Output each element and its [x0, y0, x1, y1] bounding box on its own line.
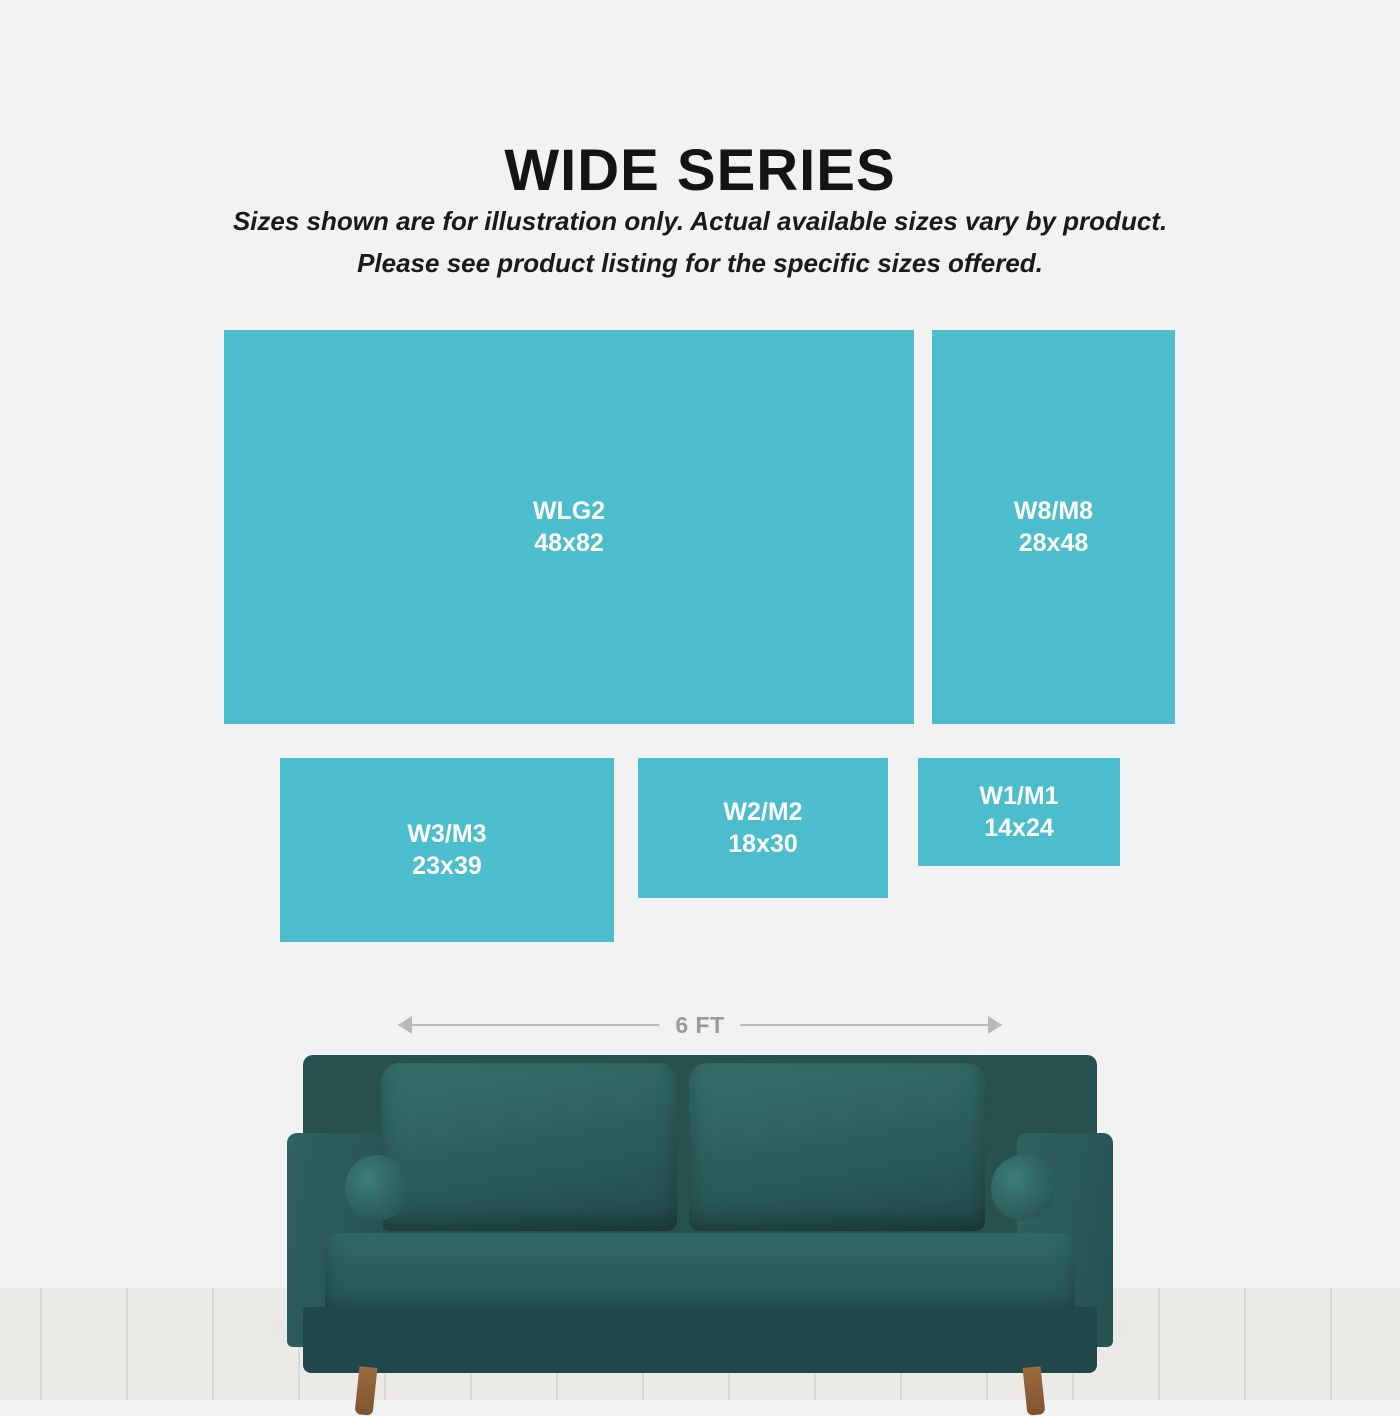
- scale-bar-label: 6 FT: [659, 1008, 740, 1042]
- floor-plank: [126, 1288, 128, 1400]
- size-swatch-code: W3/M3: [407, 820, 487, 848]
- size-swatch-code: W2/M2: [723, 798, 803, 826]
- arrow-right-icon: [988, 1016, 1002, 1034]
- arrow-left-icon: [398, 1016, 412, 1034]
- page-subtitle: [0, 200, 1400, 284]
- subtitle-line-1: Sizes shown are for illustration only. Actual available sizes vary by product.: [232, 206, 1168, 236]
- floor-plank: [1244, 1288, 1246, 1400]
- size-swatch-dimensions: 48x82: [534, 529, 604, 557]
- size-swatch-w2-m2: [638, 758, 888, 898]
- sofa-illustration: [285, 1055, 1115, 1400]
- size-swatch-w3-m3: [280, 758, 614, 942]
- page-title: WIDE SERIES: [504, 137, 896, 203]
- size-swatch-code: W1/M1: [979, 782, 1059, 810]
- size-swatch-dimensions: 23x39: [412, 852, 482, 880]
- size-swatch-dimensions: 14x24: [984, 814, 1054, 842]
- floor-plank: [1158, 1288, 1160, 1400]
- sofa-bolster-left: [345, 1155, 409, 1221]
- size-swatch-dimensions: 18x30: [728, 830, 798, 858]
- sofa-leg-left: [355, 1366, 378, 1416]
- sofa-back-cushion-left: [381, 1063, 677, 1231]
- size-swatch-dimensions: 28x48: [1018, 529, 1089, 557]
- size-swatch-w8-m8: [932, 330, 1175, 724]
- sofa-bolster-right: [991, 1155, 1055, 1221]
- scale-bar: [398, 1008, 1002, 1042]
- floor-plank: [212, 1288, 214, 1400]
- subtitle-line-2: Please see product listing for the specific sizes offered.: [357, 248, 1043, 279]
- size-swatch-wlg2: [224, 330, 914, 724]
- sofa-base: [303, 1307, 1097, 1373]
- sofa-back-cushion-right: [689, 1063, 985, 1231]
- floor-plank: [40, 1288, 42, 1400]
- size-swatch-code: WLG2: [532, 497, 606, 525]
- size-swatch-code: W8/M8: [1013, 497, 1094, 525]
- floor-plank: [1330, 1288, 1332, 1400]
- size-swatch-w1-m1: [918, 758, 1120, 866]
- sofa-leg-right: [1023, 1366, 1046, 1416]
